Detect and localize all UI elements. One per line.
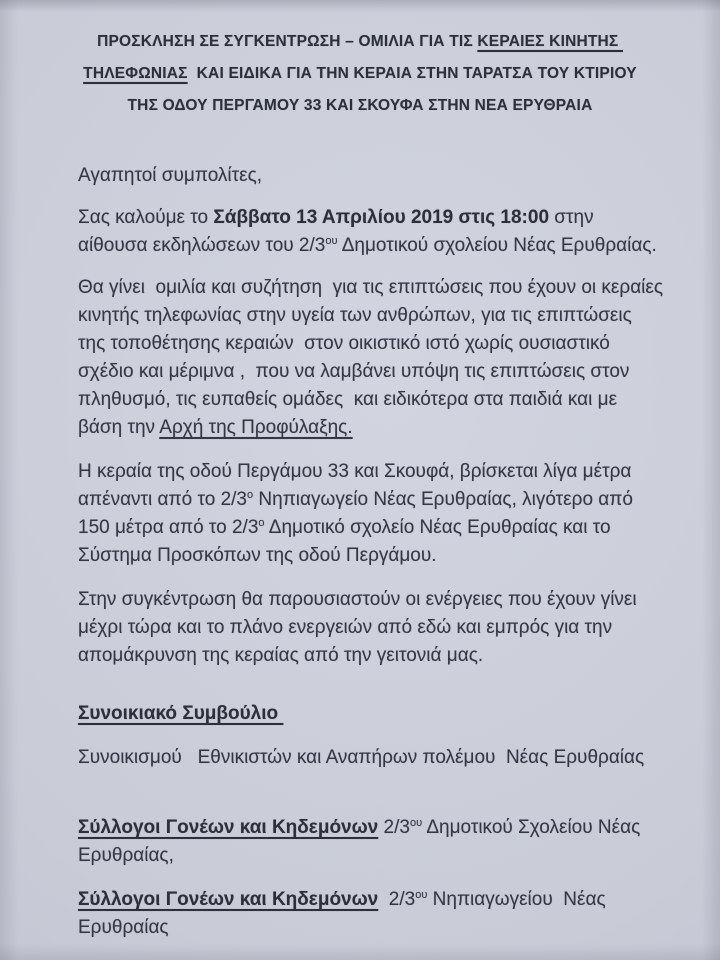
title-line-2-plain: ΚΑΙ ΕΙΔΙΚΑ ΓΙΑ ΤΗΝ ΚΕΡΑΙΑ ΣΤΗΝ ΤΑΡΑΤΣΑ ΤΟΥ ΚΤΙΡΙΟΥ (187, 65, 637, 82)
council-heading-text: Συνοικιακό Συμβούλιο (78, 703, 284, 724)
signature-neighborhood-council-heading (78, 700, 664, 728)
talk-topic-text: Θα γίνει ομιλία και συζήτηση για τις επιπτώσεις που έχουν οι κεραίες κινητής τηλεφωνίας στην υγεία των ανθρώπων, για τις επιπτώσεις της τοποθέτησης κεραιών στον οικιστικό ιστό χωρίς ουσιαστικό σχέδιο και μέριμνα , που να λαμβάνει υπόψη τις επιπτώσεις στον πληθυσμό, τις ευπαθείς ομάδες και ειδικότερα στα παιδιά και με βάση την (78, 277, 669, 438)
greeting: Αγαπητοί συμπολίτες, (78, 165, 263, 186)
document-title (0, 26, 720, 122)
signature-parents-association-kindergarten (78, 886, 664, 942)
document-body (0, 162, 720, 942)
parents-association-2-tail: Νηπιαγωγείου Νέας Ερυθραίας (78, 889, 611, 938)
title-line-1-underlined: ΚΕΡΑΙΕΣ ΚΙΝΗΤΗΣ (477, 33, 623, 50)
title-line-2 (0, 58, 720, 90)
location-part-3: Δημοτικό σχολείο Νέας Ερυθραίας και το Σύστημα Προσκόπων της οδού Περγάμου. (78, 517, 616, 566)
antenna-location-paragraph (78, 458, 664, 570)
parents-association-1-mid: 2/3 (378, 817, 410, 838)
title-line-1 (0, 26, 720, 58)
parents-association-1-bold: Σύλλογοι Γονέων και Κηδεμόνων (78, 817, 379, 838)
parents-association-2-mid: 2/3 (378, 889, 416, 910)
parents-association-2-superscript: ου (415, 889, 428, 901)
title-line-3: ΤΗΣ ΟΔΟΥ ΠΕΡΓΑΜΟΥ 33 ΚΑΙ ΣΚΟΥΦΑ ΣΤΗΝ ΝΕΑ ΕΡΥΘΡΑΙΑ (127, 97, 593, 114)
location-ordinal-superscript-2: ο (258, 517, 265, 529)
location-part-2: Νηπιαγωγείο Νέας Ερυθραίας, λιγότερο από 150 μέτρα από το 2/3 (78, 489, 639, 538)
parents-association-2-bold: Σύλλογοι Γονέων και Κηδεμόνων (78, 889, 379, 910)
title-line-1-plain: ΠΡΟΣΚΛΗΣΗ ΣΕ ΣΥΓΚΕΝΤΡΩΣΗ – ΟΜΙΛΙΑ ΓΙΑ ΤΙΣ (97, 33, 478, 50)
title-line-2-underlined: ΤΗΛΕΦΩΝΙΑΣ (83, 65, 188, 82)
location-part-1: Η κεραία της οδού Περγάμου 33 και Σκουφά, βρίσκεται λίγα μέτρα απέναντι από το 2/3 (78, 461, 637, 510)
invitation-mid: στην αίθουσα εκδηλώσεων του 2/3 (78, 207, 599, 256)
invitation-datetime: Σάββατο 13 Απριλίου 2019 στις 18:00 (213, 207, 550, 228)
meeting-agenda-paragraph: Στην συγκέντρωση θα παρουσιαστούν οι ενέργειες που έχουν γίνει μέχρι τώρα και το πλάνο ενεργειών από εδώ και εμπρός για την απομάκρυνση της κεραίας από την γειτονιά μας. (78, 589, 642, 666)
location-ordinal-superscript-1: ο (247, 489, 254, 501)
talk-topic-paragraph (78, 274, 669, 442)
parents-association-1-superscript: ου (409, 817, 423, 829)
parents-association-1-tail: Δημοτικού Σχολείου Νέας Ερυθραίας, (78, 817, 646, 866)
invitation-tail: Δημοτικού σχολείου Νέας Ερυθραίας. (337, 235, 657, 256)
invitation-paragraph (78, 204, 664, 260)
invitation-lead: Σας καλούμε το (78, 207, 214, 228)
invitation-ordinal-superscript: ου (325, 235, 338, 247)
signature-parents-association-primary (78, 814, 664, 870)
precaution-principle-underlined: Αρχή της Προφύλαξης. (159, 417, 353, 438)
signature-council-detail: Συνοικισμού Εθνικιστών και Αναπήρων πολέμου Νέας Ερυθραίας (78, 747, 645, 768)
